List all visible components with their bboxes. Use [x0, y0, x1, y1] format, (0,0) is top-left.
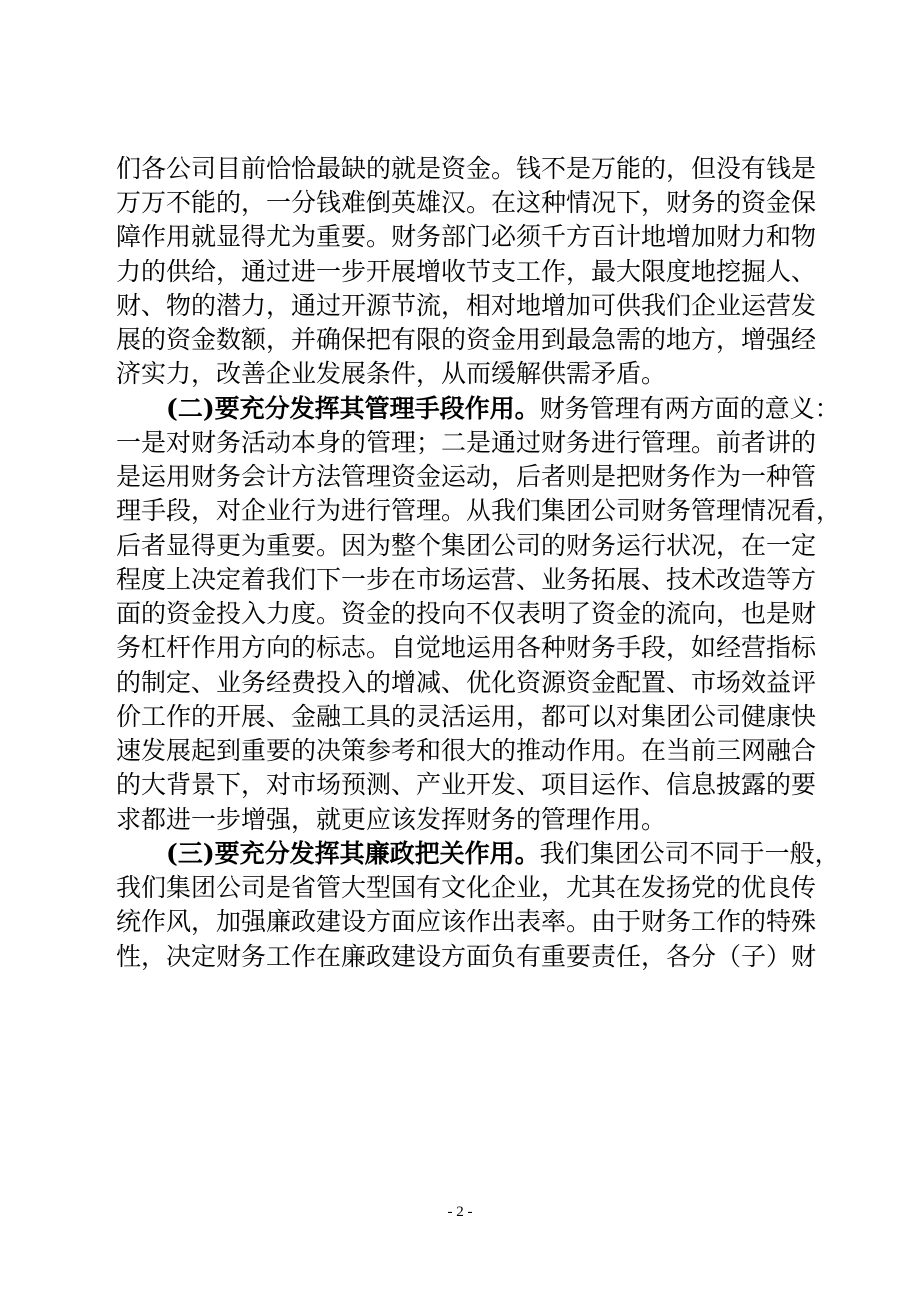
paragraph-1-line-4: 力的供给，通过进一步开展增收节支工作，最大限度地挖掘人、: [116, 257, 817, 286]
paragraph-1-line-7: 济实力，改善企业发展条件，从而缓解供需矛盾。: [116, 359, 667, 388]
paragraph-2-line-9: 的制定、业务经费投入的增减、优化资源资金配置、市场效益评: [116, 668, 817, 697]
paragraph-2-line-3: 是运用财务会计方法管理资金运动，后者则是把财务作为一种管: [116, 462, 817, 491]
paragraph-3-line-4: 性，决定财务工作在廉政建设方面负有重要责任，各分（子）财: [116, 942, 817, 971]
paragraph-3-line-2: 我们集团公司是省管大型国有文化企业，尤其在发扬党的优良传: [116, 873, 817, 902]
paragraph-1-line-1: 们各公司目前恰恰最缺的就是资金。钱不是万能的，但没有钱是: [116, 154, 817, 183]
page-number: - 2 -: [447, 1204, 473, 1220]
paragraph-3-line-3: 统作风，加强廉政建设方面应该作出表率。由于财务工作的特殊: [116, 907, 817, 936]
paragraph-2-line-6: 程度上决定着我们下一步在市场运营、业务拓展、技术改造等方: [116, 565, 817, 594]
paragraph-1-line-6: 展的资金数额，并确保把有限的资金用到最急需的地方，增强经: [116, 325, 817, 354]
paragraph-2-line-5: 后者显得更为重要。因为整个集团公司的财务运行状况，在一定: [116, 531, 817, 560]
section-heading-3: (三)要充分发挥其廉政把关作用。: [166, 839, 540, 868]
section-heading-2: (二)要充分发挥其管理手段作用。: [166, 394, 540, 423]
paragraph-2-line-7: 面的资金投入力度。资金的投向不仅表明了资金的流向，也是财: [116, 599, 817, 628]
paragraph-1-line-5: 财、物的潜力，通过开源节流，相对地增加可供我们企业运营发: [116, 291, 817, 320]
paragraph-2-line-13: 求都进一步增强，就更应该发挥财务的管理作用。: [116, 805, 667, 834]
paragraph-2-line-12: 的大背景下，对市场预测、产业开发、项目运作、信息披露的要: [116, 770, 817, 799]
paragraph-3-first-line-text: 我们集团公司不同于一般，: [539, 839, 840, 868]
paragraph-2-line-8: 务杠杆作用方向的标志。自觉地运用各种财务手段，如经营指标: [116, 633, 817, 662]
paragraph-2-line-4: 理手段，对企业行为进行管理。从我们集团公司财务管理情况看，: [116, 496, 842, 525]
paragraph-1-line-2: 万万不能的，一分钱难倒英雄汉。在这种情况下，财务的资金保: [116, 188, 817, 217]
paragraph-2-line-2: 一是对财务活动本身的管理；二是通过财务进行管理。前者讲的: [116, 428, 817, 457]
paragraph-2-line-11: 速发展起到重要的决策参考和很大的推动作用。在当前三网融合: [116, 736, 817, 765]
paragraph-1-line-3: 障作用就显得尤为重要。财务部门必须千方百计地增加财力和物: [116, 222, 817, 251]
paragraph-2-first-line-text: 财务管理有两方面的意义：: [539, 394, 840, 423]
paragraph-2-line-10: 价工作的开展、金融工具的灵活运用，都可以对集团公司健康快: [116, 702, 817, 731]
